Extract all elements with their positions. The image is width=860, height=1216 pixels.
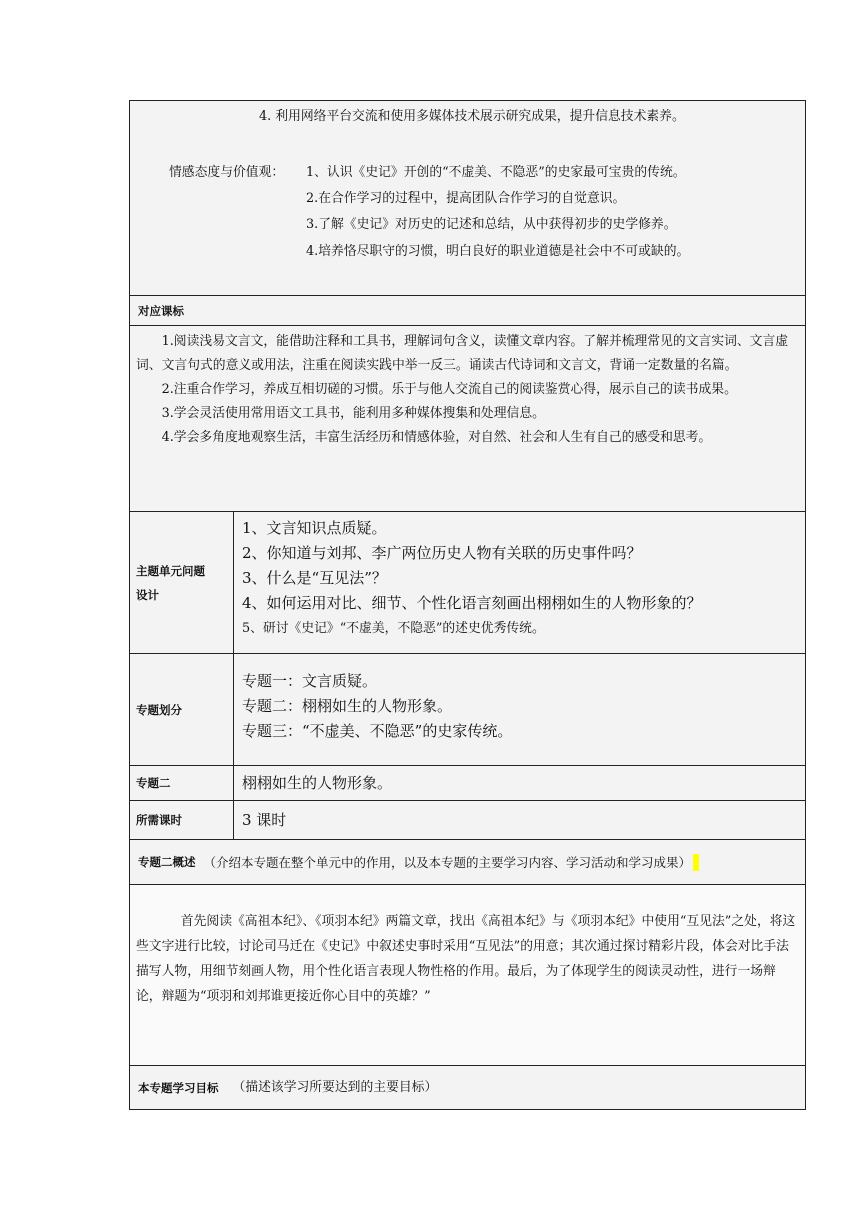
topic2-row — [129, 765, 806, 800]
goals-cell — [129, 100, 806, 295]
topic2-label-cell — [130, 766, 234, 800]
division-row — [129, 653, 806, 765]
emotion-label: 情感态度与价值观： — [169, 165, 285, 180]
hours-value: 3 课时 — [242, 810, 287, 829]
overview-text: 首先阅读《高祖本纪》、《项羽本纪》两篇文章，找出《高祖本纪》与《项羽本纪》中使用“互见法”之处，将这些文字进行比较，讨论司马迁在《史记》中叙述史事时采用“互见法”的用意；其次通过探讨精彩片段，体会对比手法描写人物，用细节刻画人物，用个性化语言表现人物性格的作用。最后，为了体现学生的阅读灵动性，进行一场辩论，辩题为“项羽和刘邦谁更接近你心目中的英雄？” — [136, 914, 796, 1004]
hours-value-cell — [234, 801, 805, 839]
division-item-2: 专题二：栩栩如生的人物形象。 — [242, 697, 453, 715]
emotion-item-1: 1、认识《史记》开创的“不虚美、不隐恶”的史家最可宝贵的传统。 — [306, 165, 686, 180]
question-item-4: 4、如何运用对比、细节、个性化语言刻画出栩栩如生的人物形象的？ — [242, 594, 702, 612]
division-label-cell — [130, 654, 234, 765]
standard-item-1: 1.阅读浅易文言文，能借助注释和工具书，理解词句含义，读懂文章内容。了解并梳理常见的文言实词、文言虚词、文言句式的意义或用法，注重在阅读实践中举一反三。诵读古代诗词和文言文，背诵一定数量的名篇。 — [136, 334, 789, 373]
question-item-1: 1、文言知识点质疑。 — [242, 519, 387, 537]
division-item-3: 专题三：“不虚美、不隐恶”的史家传统。 — [242, 722, 513, 740]
overview-cell — [129, 884, 806, 1065]
questions-label-cell — [130, 512, 234, 653]
objectives-hint: （描述该学习所要达到的主要目标） — [232, 1079, 438, 1095]
questions-label-line2: 设计 — [136, 587, 159, 602]
division-item-1: 专题一：文言质疑。 — [242, 672, 378, 690]
overview-label: 专题二概述 — [138, 855, 196, 869]
question-item-3: 3、什么是“互见法”？ — [242, 569, 387, 587]
objectives-label: 本专题学习目标 — [138, 1080, 219, 1095]
standard-item-2: 2.注重合作学习，养成互相切磋的习惯。乐于与他人交流自己的阅读鉴赏心得，展示自己的读书成果。 — [161, 382, 737, 397]
questions-list — [234, 512, 805, 653]
emotion-item-2: 2.在合作学习的过程中，提高团队合作学习的自觉意识。 — [306, 191, 626, 206]
question-item-2: 2、你知道与刘邦、李广两位历史人物有关联的历史事件吗？ — [242, 544, 642, 562]
standard-item-4: 4.学会多角度地观察生活，丰富生活经历和情感体验，对自然、社会和人生有自己的感受和思考。 — [161, 430, 712, 445]
division-list — [234, 654, 805, 765]
questions-label-line1: 主题单元问题 — [136, 563, 205, 578]
lesson-plan-table — [129, 100, 806, 1110]
standards-header — [129, 295, 806, 325]
division-label: 专题划分 — [136, 702, 182, 717]
goal-line-4: 4. 利用网络平台交流和使用多媒体技术展示研究成果，提升信息技术素养。 — [259, 109, 685, 124]
question-item-5: 5、研讨《史记》“不虚美，不隐恶”的述史优秀传统。 — [242, 621, 545, 636]
questions-row — [129, 511, 806, 653]
standards-label: 对应课标 — [138, 303, 184, 318]
hours-row — [129, 800, 806, 839]
topic2-value-cell — [234, 766, 805, 800]
topic2-value: 栩栩如生的人物形象。 — [242, 773, 393, 792]
overview-header — [129, 839, 806, 884]
emotion-item-4: 4.培养恪尽职守的习惯，明白良好的职业道德是社会中不可或缺的。 — [306, 244, 690, 259]
hours-label: 所需课时 — [136, 813, 182, 827]
topic2-label: 专题二 — [136, 776, 171, 790]
hours-label-cell — [130, 801, 234, 839]
standards-cell — [129, 325, 806, 511]
emotion-item-3: 3.了解《史记》对历史的记述和总结，从中获得初步的史学修养。 — [306, 217, 677, 232]
standard-item-3: 3.学会灵活使用常用语文工具书，能利用多种媒体搜集和处理信息。 — [161, 406, 545, 421]
highlight-mark — [693, 854, 699, 871]
overview-hint: （介绍本专题在整个单元中的作用，以及本专题的主要学习内容、学习活动和学习成果） — [203, 855, 692, 870]
objectives-header — [129, 1065, 806, 1110]
